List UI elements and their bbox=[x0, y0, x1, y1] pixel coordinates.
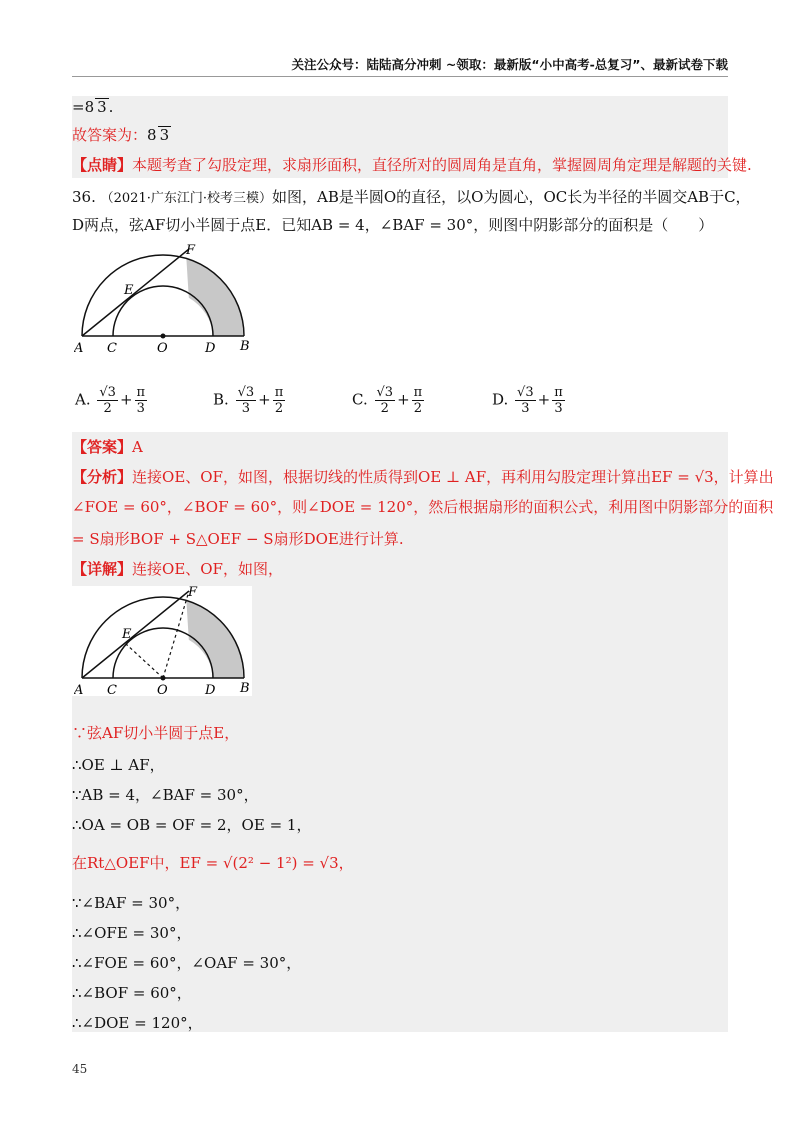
detail-line: 【详解】连接OE、OF，如图， bbox=[72, 560, 283, 578]
label-c: C bbox=[107, 683, 117, 696]
prev-answer-line: 故答案为：8 3 bbox=[72, 126, 170, 144]
label-b: B bbox=[240, 681, 250, 696]
step-8: ∴∠FOE = 60°，∠OAF = 30°， bbox=[72, 954, 302, 972]
center-point bbox=[161, 334, 166, 339]
question-line-1: 36. （2021·广东江门·校考三模）如图，AB是半圆O的直径，以O为圆心，OC长为半径的半圆交AB于C， bbox=[72, 188, 751, 206]
step-9: ∴∠BOF = 60°， bbox=[72, 984, 192, 1002]
question-figure bbox=[74, 244, 264, 354]
step-1: ∵弦AF切小半圆于点E， bbox=[72, 724, 240, 742]
label-d: D bbox=[205, 341, 216, 354]
answer-line: 【答案】A bbox=[72, 438, 143, 456]
analysis-line-3: = S扇形BOF + S△OEF − S扇形DOE进行计算. bbox=[72, 530, 404, 548]
option-a[interactable]: A. $\frac{√3}{2}$ + $\frac{\pi}{3}$ bbox=[75, 385, 146, 416]
center-point bbox=[161, 676, 166, 681]
step-10: ∴∠DOE = 120°， bbox=[72, 1014, 203, 1032]
analysis-line-1: 【分析】连接OE、OF，如图，根据切线的性质得到OE ⊥ AF，再利用勾股定理计算出EF = √3，计算出 bbox=[72, 468, 774, 486]
analysis-line-2: ∠FOE = 60°，∠BOF = 60°，则∠DOE = 120°，然后根据扇形的面积公式，利用图中阴影部分的面积 bbox=[72, 498, 774, 516]
label-e: E bbox=[122, 627, 132, 642]
solution-figure bbox=[74, 586, 264, 696]
step-5: 在Rt△OEF中，EF = √(2² − 1²) = √3， bbox=[72, 854, 354, 872]
prev-comment-line: 【点睛】本题考查了勾股定理，求扇形面积，直径所对的圆周角是直角，掌握圆周角定理是解题的关键. bbox=[72, 156, 752, 174]
label-e: E bbox=[124, 283, 134, 298]
prev-result-line: =8 3 . bbox=[72, 98, 114, 116]
segment-oe bbox=[126, 644, 163, 678]
step-2: ∴OE ⊥ AF， bbox=[72, 756, 165, 774]
page-number: 45 bbox=[72, 1062, 88, 1076]
label-a: A bbox=[74, 683, 84, 696]
label-c: C bbox=[107, 341, 117, 354]
option-d[interactable]: D. $\frac{√3}{3}$ + $\frac{\pi}{3}$ bbox=[492, 385, 563, 416]
step-7: ∴∠OFE = 30°， bbox=[72, 924, 192, 942]
question-line-2: D两点，弦AF切小半圆于点E．已知AB = 4，∠BAF = 30°，则图中阴影部分的面积是（ ） bbox=[72, 216, 714, 234]
label-a: A bbox=[74, 341, 84, 354]
header-divider bbox=[72, 76, 728, 77]
step-4: ∴OA = OB = OF = 2，OE = 1， bbox=[72, 816, 312, 834]
segment-of bbox=[163, 591, 189, 678]
step-6: ∵∠BAF = 30°， bbox=[72, 894, 191, 912]
label-b: B bbox=[240, 339, 250, 354]
option-b[interactable]: B. $\frac{√3}{3}$ + $\frac{\pi}{2}$ bbox=[213, 385, 284, 416]
step-3: ∵AB = 4，∠BAF = 30°， bbox=[72, 786, 259, 804]
option-c[interactable]: C. $\frac{√3}{2}$ + $\frac{\pi}{2}$ bbox=[352, 385, 423, 416]
label-f: F bbox=[186, 244, 196, 258]
label-d: D bbox=[205, 683, 216, 696]
chord-af bbox=[82, 249, 189, 336]
label-o: O bbox=[157, 683, 168, 696]
label-f: F bbox=[188, 586, 198, 600]
page-header: 关注公众号：陆陆高分冲刺 ~领取：最新版“小中高考-总复习”、最新试卷下载 bbox=[291, 57, 728, 72]
chord-af bbox=[82, 591, 189, 678]
label-o: O bbox=[157, 341, 168, 354]
